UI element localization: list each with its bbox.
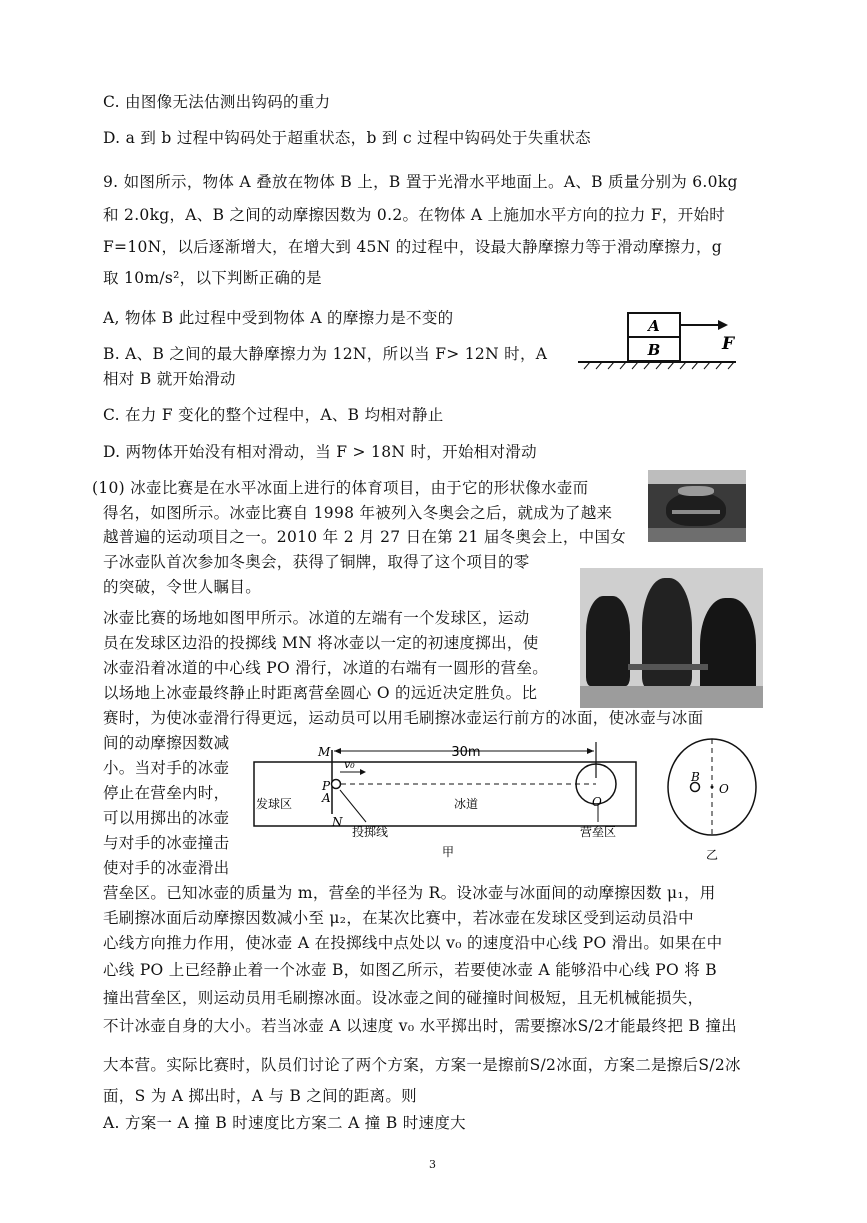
zone-lane-label: 冰道 (453, 797, 479, 811)
question-10-line-22: 不计冰壶自身的大小。若当冰壶 A 以速度 v₀ 水平掷出时，需要擦冰S/2才能最终把 B 撞出 (103, 1017, 737, 1035)
house-center-dot (711, 786, 714, 789)
question-10-line-5: 的突破，令世人瞩目。 (103, 578, 262, 596)
question-10-line-15: 与对手的冰壶撞击 (103, 834, 230, 852)
question-10-line-16: 使对手的冰壶滑出 (103, 859, 230, 877)
throw-line-label: 投掷线 (352, 825, 389, 839)
question-9-line-2: 和 2.0kg，A、B 之间的动摩擦因数为 0.2。在物体 A 上施加水平方向的拉力 F，开始时 (103, 206, 726, 224)
question-10-line-8: 冰壶沿着冰道的中心线 PO 滑行，冰道的右端有一圆形的营垒。 (103, 659, 548, 677)
question-10-line-24: 面，S 为 A 掷出时，A 与 B 之间的距离。则 (103, 1087, 417, 1105)
force-arrowhead-icon (718, 320, 728, 330)
question-9-line-3: F=10N，以后逐渐增大，在增大到 45N 的过程中，设最大静摩擦力等于滑动摩擦力，g (103, 238, 722, 256)
option-a-q10: A. 方案一 A 撞 B 时速度比方案二 A 撞 B 时速度大 (103, 1114, 466, 1132)
question-10-line-17: 营垒区。已知冰壶的质量为 m，营垒的半径为 R。设冰壶与冰面间的动摩擦因数 μ₁，用 (103, 884, 716, 902)
velocity-arrowhead-icon (360, 769, 366, 775)
question-10-line-6: 冰壶比赛的场地如图甲所示。冰道的左端有一个发球区，运动 (103, 609, 530, 627)
question-10-line-11: 间的动摩擦因数减 (103, 734, 230, 752)
page-number: 3 (429, 1158, 436, 1171)
blocks-figure (572, 305, 742, 373)
question-10-line-1: (10) 冰壶比赛是在水平冰面上进行的体育项目，由于它的形状像水壶而 (92, 479, 589, 497)
question-10-line-12: 小。当对手的冰壶 (103, 759, 230, 777)
ground-hatching (584, 362, 734, 369)
option-d-q8: D. a 到 b 过程中钩码处于超重状态，b 到 c 过程中钩码处于失重状态 (103, 129, 591, 147)
block-a-label: A (648, 317, 660, 335)
zone-serve-label: 发球区 (256, 797, 293, 811)
question-10-line-7: 员在发球区边沿的投掷线 MN 将冰壶以一定的初速度掷出，使 (103, 634, 539, 652)
question-10-line-2: 得名，如图所示。冰壶比赛自 1998 年被列入冬奥会之后，就成为了越来 (103, 504, 613, 522)
distance-arrowhead-left-icon (334, 748, 341, 754)
option-c-q8: C. 由图像无法估测出钩码的重力 (103, 93, 331, 111)
sweeping-players-photo (580, 568, 763, 708)
question-10-line-3: 越普遍的运动项目之一。2010 年 2 月 27 日在第 21 届冬奥会上，中国女 (103, 528, 627, 546)
force-label: F (722, 334, 735, 354)
throw-line-pointer (340, 790, 366, 822)
question-10-line-14: 可以用掷出的冰壶 (103, 809, 230, 827)
block-b-label: B (647, 341, 661, 359)
distance-label: 30m (451, 745, 481, 760)
label-m: M (318, 745, 331, 759)
curling-stone-photo (648, 470, 746, 542)
question-10-line-20: 心线 PO 上已经静止着一个冰壶 B，如图乙所示，若要使冰壶 A 能够沿中心线 PO 将 B (103, 961, 717, 979)
caption-jia: 甲 (441, 845, 455, 859)
option-c-q9: C. 在力 F 变化的整个过程中，A、B 均相对静止 (103, 406, 444, 424)
question-9-line-4: 取 10m/s²，以下判断正确的是 (103, 269, 322, 287)
label-b: B (691, 770, 700, 784)
zone-house-label: 营垒区 (579, 825, 617, 839)
option-d-q9: D. 两物体开始没有相对滑动，当 F > 18N 时，开始相对滑动 (103, 443, 537, 461)
label-o: O (592, 795, 602, 809)
rink-figure (248, 738, 640, 860)
label-n: N (332, 815, 343, 829)
question-10-line-9: 以场地上冰壶最终静止时距离营垒圆心 O 的远近决定胜负。比 (103, 684, 538, 702)
velocity-label: v₀ (344, 758, 355, 771)
stone-a (332, 780, 341, 789)
label-a: A (322, 791, 331, 805)
question-10-line-19: 心线方向推力作用，使冰壶 A 在投掷线中点处以 v₀ 的速度沿中心线 PO 滑出。如果在中 (103, 934, 723, 952)
question-10-line-10: 赛时，为使冰壶滑行得更远，运动员可以用毛刷擦冰壶运行前方的冰面，使冰壶与冰面 (103, 709, 704, 727)
caption-yi: 乙 (705, 848, 719, 862)
distance-arrowhead-right-icon (587, 748, 594, 754)
question-10-line-18: 毛刷擦冰面后动摩擦因数减小至 μ₂，在某次比赛中，若冰壶在发球区受到运动员沿中 (103, 909, 694, 927)
label-o-house: O (719, 782, 729, 796)
question-10-line-4: 子冰壶队首次参加冬奥会，获得了铜牌，取得了这个项目的零 (103, 553, 530, 571)
label-p: P (322, 779, 331, 793)
option-b-q9-line-2: 相对 B 就开始滑动 (103, 370, 236, 388)
question-10-line-23: 大本营。实际比赛时，队员们讨论了两个方案，方案一是擦前S/2冰面，方案二是擦后S/2冰 (103, 1056, 741, 1074)
option-b-q9-line-1: B. A、B 之间的最大静摩擦力为 12N，所以当 F> 12N 时，A (103, 345, 548, 363)
question-9-line-1: 9. 如图所示，物体 A 叠放在物体 B 上，B 置于光滑水平地面上。A、B 质量分别为 6.0kg (103, 173, 738, 191)
question-10-line-13: 停止在营垒内时， (103, 784, 230, 802)
question-10-line-21: 撞出营垒区，则运动员用毛刷擦冰面。设冰壶之间的碰撞时间极短，且无机械能损失， (103, 989, 704, 1007)
house-figure (665, 735, 765, 865)
option-a-q9: A, 物体 B 此过程中受到物体 A 的摩擦力是不变的 (103, 309, 454, 327)
